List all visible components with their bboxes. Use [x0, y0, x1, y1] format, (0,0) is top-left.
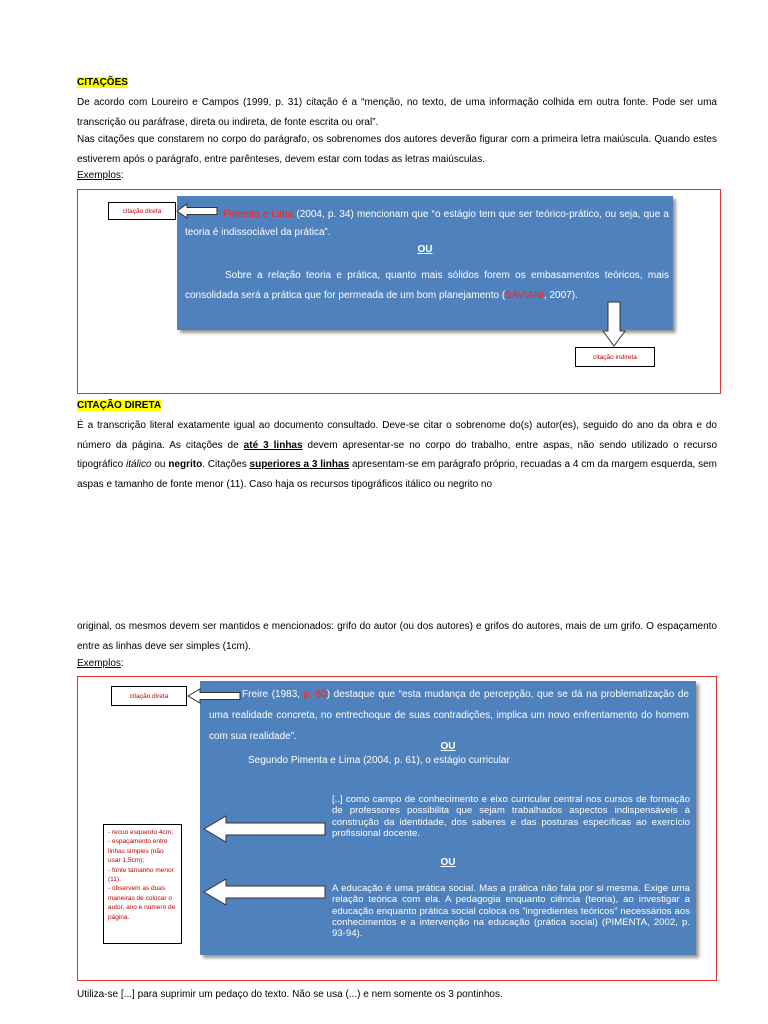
example-1-ou: OU	[417, 244, 433, 255]
arrow-left-icon	[187, 688, 241, 704]
arrow-left-icon	[202, 877, 327, 907]
example-1-para2-start: Sobre a relação teoria e prática, quanto mais sólidos forem os embasamentos teóricos, mais consolidada será a prática que for permeada de um bom planejamento (	[185, 270, 669, 301]
example-1-para2-red: SAVIANI	[505, 290, 544, 301]
citacao-direta-heading-text: CITAÇÃO DIRETA	[77, 400, 162, 411]
examples-label-1	[77, 169, 124, 183]
example-2-ou-1: OU	[440, 741, 456, 752]
example-1-author-red: Pimenta e Lima	[223, 209, 294, 220]
example-2-ou-2: OU	[440, 857, 456, 868]
freire-page-red: p. 60	[303, 689, 327, 700]
cd-text-italico: itálico	[125, 459, 152, 470]
example-2-block-quote-1: [..] como campo de conhecimento e eixo curricular central nos cursos de formação de professores possibilita que sejam trabalhados aspectos indispensáveis à construção da identidade, dos saberes e das posturas específicas ao exercício profissional docente.	[332, 794, 690, 839]
examples-label-2-colon: :	[120, 658, 124, 669]
cd-text-e: ou	[151, 459, 169, 470]
citacao-direta-paragraph	[77, 416, 717, 494]
example-1-quote-box	[177, 196, 673, 330]
examples-label-2-text: Exemplos	[77, 658, 121, 669]
cd-text-superiores: superiores a 3 linhas	[249, 459, 350, 470]
cd-text-ate-3-linhas: até 3 linhas	[243, 439, 303, 451]
cd-text-negrito: negrito	[168, 459, 203, 470]
note-item: - recuo esquerdo 4cm;	[108, 829, 174, 836]
example-2-freire-paragraph	[209, 684, 689, 747]
note-item: - observem as duas maneiras de colocar o autor, ano e número de página.	[108, 885, 176, 921]
note-item: - fonte tamanho menor (11);	[108, 866, 174, 884]
freire-text-b: ) destaque que “esta mudança de percepção, que se dá na problematização de uma realidade concreta, no entrechoque de suas contradições, implica um novo enfrentamento do homem com sua realidade”.	[209, 689, 689, 742]
citacao-direta-heading	[77, 399, 161, 413]
arrow-left-icon	[202, 814, 327, 844]
examples-label-1-text: Exemplos	[77, 170, 121, 181]
citacao-direta-label-2: citação direta	[111, 686, 187, 706]
footer-note: Utiliza-se [...] para suprimir um pedaço do texto. Não se usa (...) e nem somente os 3 pontinhos.	[77, 989, 503, 1000]
freire-text-a: Freire (1983,	[242, 689, 304, 700]
cd-text-g: . Citações	[202, 459, 250, 470]
citacoes-paragraph-2: Nas citações que constarem no corpo do parágrafo, os sobrenomes dos autores deverão figurar com a primeira letra maiúscula. Quando estes estiverem após o parágrafo, entre parênteses, devem estar com todas as letras maiúsculas.	[77, 134, 717, 165]
example-2-segundo: Segundo Pimenta e Lima (2004, p. 61), o estágio curricular	[248, 755, 510, 766]
example-1-paragraph-1	[185, 206, 669, 242]
citacoes-heading	[77, 76, 128, 90]
citacoes-paragraph-1: De acordo com Loureiro e Campos (1999, p. 31) citação é a “menção, no texto, de uma informação colhida em outra fonte. Pode ser uma transcrição ou paráfrase, direta ou indireta, de fonte escrita ou oral”.	[77, 97, 717, 128]
arrow-left-icon	[176, 203, 218, 219]
arrow-down-icon	[602, 301, 626, 347]
cd-text-a: É a transcrição literal exatamente igual ao documento consultado. Deve-se citar o sobrenome do(s) autor(es), seguido do ano da obra e do número da página. As citações de	[77, 420, 717, 451]
example-1-line1-rest: (2004, p. 34) mencionam que “o estágio tem que ser teórico-prático, ou seja, que a teoria é indissociável da prática”.	[185, 209, 669, 238]
example-1-paragraph-2	[185, 266, 669, 306]
citacoes-heading-text: CITAÇÕES	[77, 77, 128, 88]
formatting-notes-box	[103, 824, 182, 944]
examples-label-2	[77, 657, 124, 671]
note-item: - espaçamento entre linhas simples (não usar 1,5cm);	[108, 838, 168, 865]
citacao-direta-paragraph-continued: original, os mesmos devem ser mantidos e mencionados: grifo do autor (ou dos autores) e grifos do autores, mais de um grifo. O espaçamento entre as linhas deve ser simples (1cm).	[77, 621, 717, 652]
example-1-para2-end: , 2007).	[543, 290, 578, 301]
example-2-block-quote-2: A educação é uma prática social. Mas a prática não fala por si mesma. Exige uma relação teórica com ela. A pedagogia enquanto ciência (teoria), ao investigar a educação enquanto prática social coloca os “ingredientes teóricos” necessários aos conhecimentos e a intervenção na educação (prática social) (PIMENTA, 2002, p. 93-94).	[332, 883, 690, 940]
cd-text-c: devem apresentar-se no corpo do trabalho, entre aspas, não sendo utilizado o recurso tipográfico	[77, 439, 718, 470]
examples-label-1-colon: :	[120, 170, 124, 181]
citacao-indireta-label: citação indireta	[575, 347, 655, 367]
cd-text-i: apresentam-se em parágrafo próprio, recuadas a 4 cm da margem esquerda, sem aspas e tamanho de fonte menor (11). Caso haja os recursos tipográficos itálico ou negrito no	[77, 459, 718, 490]
citacao-direta-label-1: citação direta	[108, 202, 176, 220]
